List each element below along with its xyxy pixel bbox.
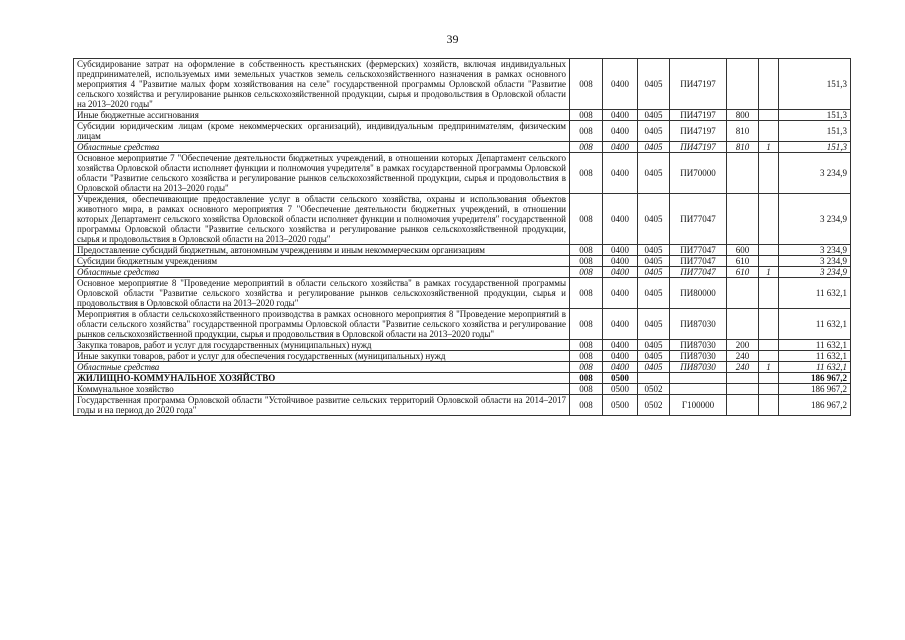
description-cell: Субсидии юридическим лицам (кроме некоммерческих организаций), индивидуальным предпринимателям, физическим лицам [74,121,570,142]
description-cell: Иные закупки товаров, работ и услуг для обеспечения государственных (муниципальных) нужд [74,351,570,362]
grbs-cell: 008 [570,121,603,142]
funding-source-cell [759,384,779,395]
subsection-cell: 0405 [638,142,670,153]
table-row [74,110,851,121]
funding-source-cell [759,153,779,194]
subsection-cell: 0405 [638,121,670,142]
grbs-cell: 008 [570,153,603,194]
section-cell: 0500 [603,373,638,384]
description-cell: Иные бюджетные ассигнования [74,110,570,121]
table-row [74,395,851,416]
amount-cell: 3 234,9 [779,245,851,256]
target-article-cell: ПИ80000 [670,278,727,309]
description-cell: Коммунальное хозяйство [74,384,570,395]
subsection-cell: 0405 [638,351,670,362]
grbs-cell: 008 [570,194,603,245]
expense-type-cell [727,278,759,309]
description-cell: Областные средства [74,142,570,153]
target-article-cell: ПИ87030 [670,309,727,340]
funding-source-cell [759,121,779,142]
target-article-cell: ПИ77047 [670,194,727,245]
target-article-cell: ПИ70000 [670,153,727,194]
table-row [74,256,851,267]
table-row [74,309,851,340]
target-article-cell [670,373,727,384]
grbs-cell: 008 [570,351,603,362]
description-cell: Основное мероприятие 7 "Обеспечение деятельности бюджетных учреждений, в отношении которых Департамент сельского хозяйства Орловской области исполняет функции и полномочия учредителя" в рамках государственной программы Орловской области "Развитие сельского хозяйства и регулирование рынков сельскохозяйственной продукции, сырья и продовольствия в Орловской области на 2013–2020 годы" [74,153,570,194]
funding-source-cell [759,245,779,256]
target-article-cell: Г100000 [670,395,727,416]
subsection-cell: 0502 [638,384,670,395]
expense-type-cell: 610 [727,256,759,267]
description-cell: Областные средства [74,362,570,373]
amount-cell: 11 632,1 [779,340,851,351]
subsection-cell: 0405 [638,245,670,256]
target-article-cell: ПИ77047 [670,245,727,256]
funding-source-cell [759,351,779,362]
grbs-cell: 008 [570,110,603,121]
target-article-cell: ПИ87030 [670,351,727,362]
target-article-cell: ПИ47197 [670,110,727,121]
grbs-cell: 008 [570,245,603,256]
budget-table [73,58,851,416]
table-row [74,153,851,194]
amount-cell: 151,3 [779,121,851,142]
amount-cell: 11 632,1 [779,309,851,340]
table-row [74,351,851,362]
grbs-cell: 008 [570,373,603,384]
description-cell: Областные средства [74,267,570,278]
amount-cell: 151,3 [779,110,851,121]
amount-cell: 151,3 [779,59,851,110]
funding-source-cell: 1 [759,362,779,373]
section-cell: 0400 [603,194,638,245]
funding-source-cell [759,395,779,416]
funding-source-cell [759,59,779,110]
expense-type-cell [727,194,759,245]
expense-type-cell [727,384,759,395]
target-article-cell: ПИ87030 [670,340,727,351]
funding-source-cell: 1 [759,267,779,278]
expense-type-cell [727,59,759,110]
section-cell: 0400 [603,256,638,267]
funding-source-cell [759,256,779,267]
expense-type-cell: 800 [727,110,759,121]
funding-source-cell [759,110,779,121]
page-number: 39 [446,32,459,46]
description-cell: Учреждения, обеспечивающие предоставление услуг в области сельского хозяйства, охраны и использования объектов животного мира, в рамках основного мероприятия 7 "Обеспечение деятельности бюджетных учреждений, в отношении которых Департамент сельского хозяйства Орловской области исполняет функции и полномочия учредителя" государственной программы Орловской области "Развитие сельского хозяйства и регулирование рынков сельскохозяйственной продукции, сырья и продовольствия в Орловской области на 2013–2020 годы" [74,194,570,245]
amount-cell: 186 967,2 [779,384,851,395]
target-article-cell: ПИ77047 [670,256,727,267]
subsection-cell: 0405 [638,194,670,245]
subsection-cell: 0502 [638,395,670,416]
amount-cell: 11 632,1 [779,362,851,373]
amount-cell: 3 234,9 [779,267,851,278]
table-row [74,267,851,278]
section-cell: 0400 [603,121,638,142]
funding-source-cell [759,278,779,309]
grbs-cell: 008 [570,278,603,309]
table-row [74,362,851,373]
grbs-cell: 008 [570,142,603,153]
table-row [74,373,851,384]
table-row [74,245,851,256]
section-cell: 0400 [603,362,638,373]
section-cell: 0400 [603,59,638,110]
section-cell: 0400 [603,245,638,256]
amount-cell: 186 967,2 [779,373,851,384]
target-article-cell: ПИ87030 [670,362,727,373]
section-cell: 0400 [603,278,638,309]
amount-cell: 3 234,9 [779,194,851,245]
subsection-cell: 0405 [638,340,670,351]
section-cell: 0400 [603,351,638,362]
table-row [74,194,851,245]
description-cell: Мероприятия в области сельскохозяйственного производства в рамках основного мероприятия 8 "Проведение мероприятий в области сельского хозяйства" государственной программы Орловской области "Развитие сельского хозяйства и регулирование рынков сельскохозяйственной продукции, сырья и продовольствия в Орловской области на 2013–2020 годы" [74,309,570,340]
description-cell: Закупка товаров, работ и услуг для государственных (муниципальных) нужд [74,340,570,351]
subsection-cell: 0405 [638,267,670,278]
subsection-cell: 0405 [638,110,670,121]
table-row [74,278,851,309]
expense-type-cell [727,153,759,194]
grbs-cell: 008 [570,384,603,395]
section-cell: 0400 [603,153,638,194]
section-cell: 0500 [603,395,638,416]
subsection-cell: 0405 [638,309,670,340]
subsection-cell: 0405 [638,362,670,373]
funding-source-cell [759,194,779,245]
grbs-cell: 008 [570,267,603,278]
subsection-cell: 0405 [638,59,670,110]
amount-cell: 11 632,1 [779,351,851,362]
description-cell: Основное мероприятие 8 "Проведение мероприятий в области сельского хозяйства" в рамках государственной программы Орловской области "Развитие сельского хозяйства и регулирование рынков сельскохозяйственной продукции, сырья и продовольствия в Орловской области на 2013–2020 годы" [74,278,570,309]
funding-source-cell [759,309,779,340]
expense-type-cell: 200 [727,340,759,351]
amount-cell: 151,3 [779,142,851,153]
description-cell: ЖИЛИЩНО-КОММУНАЛЬНОЕ ХОЗЯЙСТВО [74,373,570,384]
grbs-cell: 008 [570,59,603,110]
table-row [74,340,851,351]
expense-type-cell: 240 [727,362,759,373]
subsection-cell: 0405 [638,153,670,194]
grbs-cell: 008 [570,362,603,373]
expense-type-cell: 810 [727,121,759,142]
section-cell: 0500 [603,384,638,395]
section-cell: 0400 [603,267,638,278]
section-cell: 0400 [603,309,638,340]
target-article-cell: ПИ47197 [670,142,727,153]
amount-cell: 186 967,2 [779,395,851,416]
grbs-cell: 008 [570,309,603,340]
description-cell: Предоставление субсидий бюджетным, автономным учреждениям и иным некоммерческим организациям [74,245,570,256]
description-cell: Государственная программа Орловской области "Устойчивое развитие сельских территорий Орловской области на 2014–2017 годы и на период до 2020 года" [74,395,570,416]
expense-type-cell: 810 [727,142,759,153]
amount-cell: 3 234,9 [779,256,851,267]
grbs-cell: 008 [570,395,603,416]
amount-cell: 3 234,9 [779,153,851,194]
target-article-cell: ПИ77047 [670,267,727,278]
table-row [74,384,851,395]
description-cell: Субсидирование затрат на оформление в собственность крестьянских (фермерских) хозяйств, включая индивидуальных предпринимателей, используемых ими земельных участков земель сельскохозяйственного назначения в рамках основного мероприятия 4 "Развитие малых форм хозяйствования на селе" государственной программы Орловской области "Развитие сельского хозяйства и регулирование рынков сельскохозяйственной продукции, сырья и продовольствия в Орловской области на 2013–2020 годы" [74,59,570,110]
subsection-cell [638,373,670,384]
funding-source-cell [759,373,779,384]
expense-type-cell [727,309,759,340]
funding-source-cell [759,340,779,351]
expense-type-cell: 240 [727,351,759,362]
expense-type-cell: 610 [727,267,759,278]
description-cell: Субсидии бюджетным учреждениям [74,256,570,267]
grbs-cell: 008 [570,256,603,267]
subsection-cell: 0405 [638,278,670,309]
section-cell: 0400 [603,340,638,351]
expense-type-cell [727,373,759,384]
table-row [74,142,851,153]
target-article-cell: ПИ47197 [670,121,727,142]
grbs-cell: 008 [570,340,603,351]
target-article-cell [670,384,727,395]
subsection-cell: 0405 [638,256,670,267]
section-cell: 0400 [603,142,638,153]
expense-type-cell [727,395,759,416]
expense-type-cell: 600 [727,245,759,256]
section-cell: 0400 [603,110,638,121]
table-body [74,59,851,416]
target-article-cell: ПИ47197 [670,59,727,110]
funding-source-cell: 1 [759,142,779,153]
table-row [74,59,851,110]
table-row [74,121,851,142]
amount-cell: 11 632,1 [779,278,851,309]
